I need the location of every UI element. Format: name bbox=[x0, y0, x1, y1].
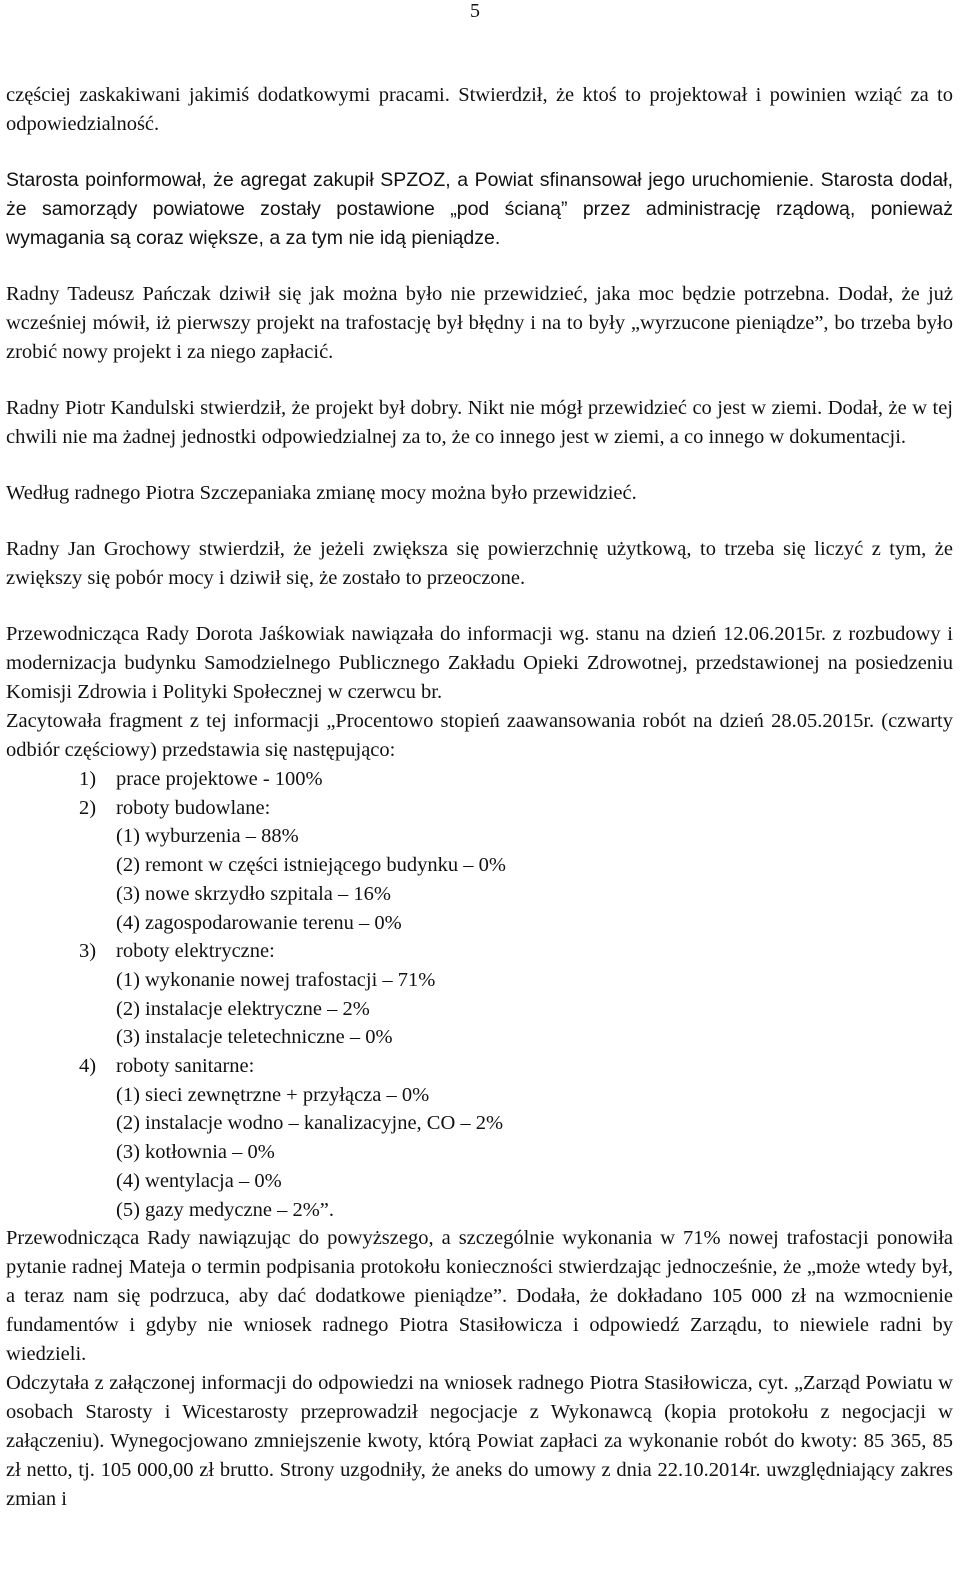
sub-list-item: (3) kotłownia – 0% bbox=[116, 1141, 275, 1164]
sub-list-item: (2) instalacje wodno – kanalizacyjne, CO – 2% bbox=[116, 1112, 504, 1135]
progress-list bbox=[6, 765, 953, 1224]
sub-list-item: (4) wentylacja – 0% bbox=[116, 1169, 282, 1192]
paragraph-10: Odczytała z załączonej informacji do odpowiedzi na wniosek radnego Piotra Stasiłowicza, cyt. „Zarząd Powiatu w osobach Starosty i Wicestarosty przeprowadził negocjacje z Wykonawcą (kopia protokołu z negocjacji w załączeniu). Wynegocjowano zmniejszenie kwoty, którą Powiat zapłaci za wykonanie robót do kwoty: 85 365, 85 zł netto, tj. 105 000,00 zł brutto. Strony uzgodniły, że aneks do umowy z dnia 22.10.2014r. uwzględniający zakres zmian i bbox=[6, 1372, 953, 1511]
list-label: roboty sanitarne: bbox=[116, 1055, 255, 1078]
list-item bbox=[6, 794, 953, 938]
sub-list bbox=[6, 1081, 953, 1225]
sub-list-item: (1) wyburzenia – 88% bbox=[116, 825, 299, 848]
paragraph-6: Radny Jan Grochowy stwierdził, że jeżeli zwiększa się powierzchnię użytkową, to trzeba się liczyć z tym, że zwiększy się pobór mocy i dziwił się, że zostało to przeoczone. bbox=[6, 538, 953, 589]
paragraph-4: Radny Piotr Kandulski stwierdził, że projekt był dobry. Nikt nie mógł przewidzieć co jest w ziemi. Dodał, że w tej chwili nie ma żadnej jednostki odpowiedzialnej za to, że co innego jest w ziemi, a co innego w dokumentacji. bbox=[6, 397, 953, 448]
paragraph-8: Zacytowała fragment z tej informacji „Procentowo stopień zaawansowania robót na dzień 28.05.2015r. (czwarty odbiór częściowy) przedstawia się następująco: bbox=[6, 710, 953, 761]
sub-list-item: (3) instalacje teletechniczne – 0% bbox=[116, 1026, 393, 1049]
list-item bbox=[6, 1052, 953, 1224]
list-item bbox=[6, 937, 953, 1052]
sub-list-item: (3) nowe skrzydło szpitala – 16% bbox=[116, 882, 391, 905]
list-number: 1) bbox=[79, 768, 97, 790]
paragraph-9: Przewodnicząca Rady nawiązując do powyższego, a szczególnie wykonania w 71% nowej trafostacji ponowiła pytanie radnej Mateja o termin podpisania protokołu konieczności stwierdzając jednocześnie, że „może wtedy był, a teraz nam się podrzuca, aby dać dodatkowe pieniądze”. Dodała, że dokładano 105 000 zł na wzmocnienie fundamentów i gdyby nie wniosek radnego Piotra Stasiłowicza i odpowiedź Zarządu, to niewiele radni by wiedzieli. bbox=[6, 1227, 953, 1366]
sub-list bbox=[6, 966, 953, 1052]
paragraph-2: Starosta poinformował, że agregat zakupił SPZOZ, a Powiat sfinansował jego uruchomienie. Starosta dodał, że samorządy powiatowe zostały postawione „pod ścianą” przez administrację rządową, ponieważ wymagania są coraz większe, a za tym nie idą pieniądze. bbox=[6, 169, 953, 249]
sub-list-item: (1) sieci zewnętrzne + przyłącza – 0% bbox=[116, 1083, 430, 1106]
paragraph-3: Radny Tadeusz Pańczak dziwił się jak można było nie przewidzieć, jaka moc będzie potrzebna. Dodał, że już wcześniej mówił, iż pierwszy projekt na trafostację był błędny i na to były „wyrzucone pieniądze”, bo trzeba było zrobić nowy projekt i za niego zapłacić. bbox=[6, 283, 953, 363]
sub-list bbox=[6, 822, 953, 937]
sub-list-item: (2) instalacje elektryczne – 2% bbox=[116, 997, 370, 1020]
list-label: roboty budowlane: bbox=[116, 796, 271, 819]
paragraph-7: Przewodnicząca Rady Dorota Jaśkowiak nawiązała do informacji wg. stanu na dzień 12.06.2015r. z rozbudowy i modernizacja budynku Samodzielnego Publicznego Zakładu Opieki Zdrowotnej, przedstawionej na posiedzeniu Komisji Zdrowia i Polityki Społecznej w czerwcu br. bbox=[6, 623, 953, 703]
list-label: roboty elektryczne: bbox=[116, 940, 275, 963]
sub-list-item: (2) remont w części istniejącego budynku – 0% bbox=[116, 854, 506, 877]
list-number: 3) bbox=[79, 940, 97, 963]
list-item bbox=[6, 765, 953, 794]
paragraph-5: Według radnego Piotra Szczepaniaka zmianę mocy można było przewidzieć. bbox=[6, 482, 637, 504]
sub-list-item: (4) zagospodarowanie terenu – 0% bbox=[116, 911, 402, 934]
page-number: 5 bbox=[470, 0, 480, 22]
sub-list-item: (1) wykonanie nowej trafostacji – 71% bbox=[116, 968, 436, 991]
list-number: 2) bbox=[79, 796, 97, 819]
sub-list-item: (5) gazy medyczne – 2%”. bbox=[116, 1198, 334, 1221]
list-number: 4) bbox=[79, 1055, 97, 1078]
document-body bbox=[6, 81, 953, 1514]
list-label: prace projektowe - 100% bbox=[116, 768, 323, 790]
paragraph-1: częściej zaskakiwani jakimiś dodatkowymi pracami. Stwierdził, że ktoś to projektował i powinien wziąć za to odpowiedzialność. bbox=[6, 84, 953, 135]
